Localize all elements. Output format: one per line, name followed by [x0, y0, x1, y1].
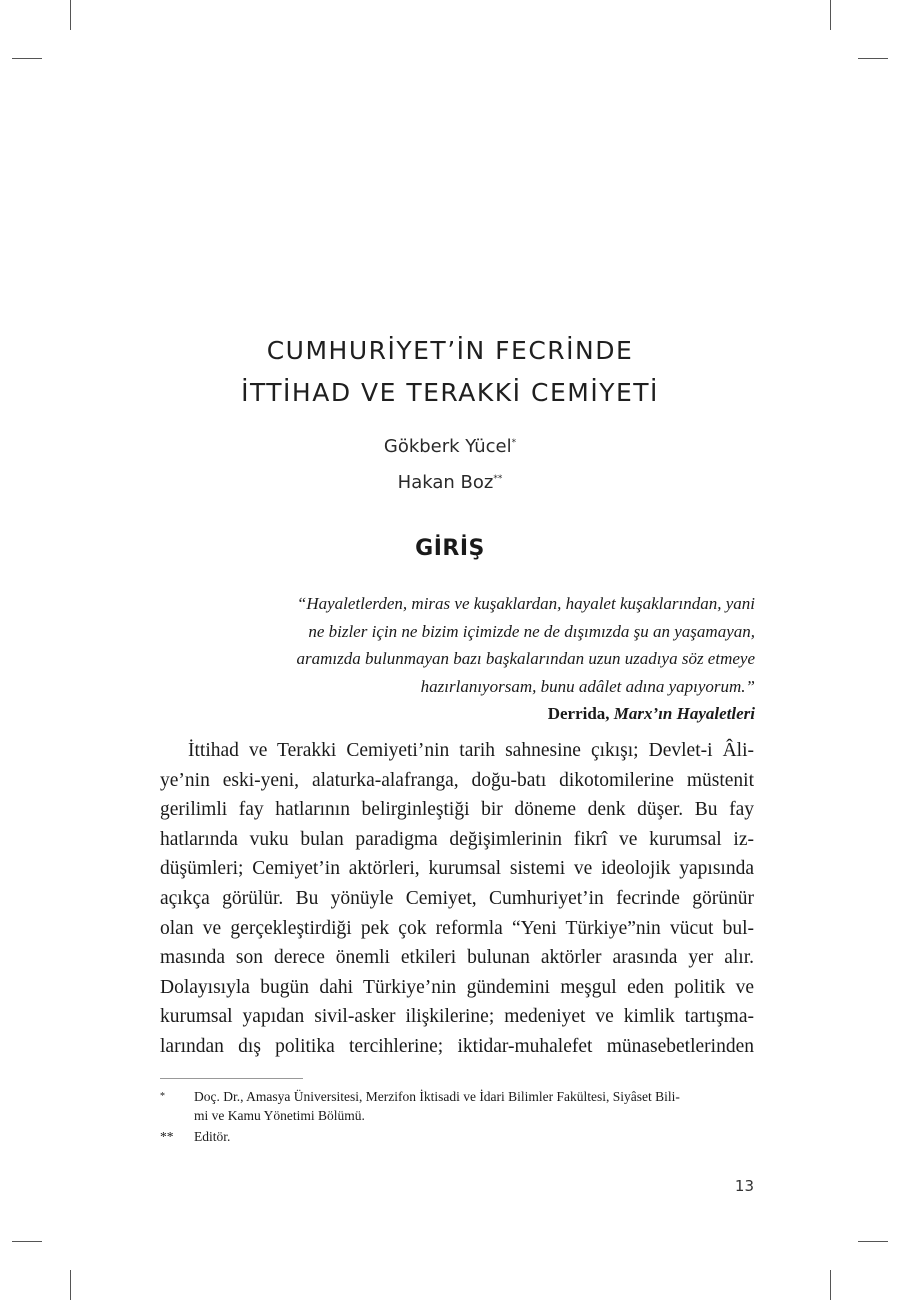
crop-mark-bottom-left [70, 1270, 71, 1300]
footnote-1-mark: * [160, 1091, 165, 1102]
footnote-2-line: Editör. [194, 1129, 231, 1144]
author-1-footnote-mark: * [511, 438, 517, 448]
body-line: İttihad ve Terakki Cemiyeti’nin tarih sahnesine çıkışı; Devlet-i Âli- [188, 740, 754, 761]
chapter-title [0, 330, 900, 414]
section-heading: GİRİŞ [415, 536, 485, 561]
crop-mark-top-left-h [12, 58, 42, 59]
author-2 [0, 472, 900, 493]
chapter-title-line-2: İTTİHAD VE TERAKKİ CEMİYETİ [241, 378, 659, 407]
body-line: masında son derece önemli etkileri bulunan aktörler arasında yer alır. [160, 947, 754, 969]
epigraph-line: hazırlanıyorsam, bunu adâlet adına yapıyorum.” [420, 676, 755, 696]
body-line: hatlarında vuku bulan paradigma değişimlerinin fikrî ve kurumsal iz- [160, 828, 754, 850]
page-number: 13 [734, 1177, 754, 1195]
footnote-2-mark: ** [160, 1129, 174, 1144]
chapter-title-line-1: CUMHURİYET’İN FECRİNDE [266, 336, 634, 365]
author-1-name: Gökberk Yücel [383, 436, 512, 457]
body-line: Dolayısıyla bugün dahi Türkiye’nin gündemini meşgul eden politik ve [160, 976, 754, 998]
author-1 [0, 436, 900, 457]
body-line: larından dış politika tercihlerine; iktidar-muhalefet münasebetlerinden [160, 1035, 754, 1057]
epigraph [220, 590, 755, 700]
body-line: açıkça görülür. Bu yönüyle Cemiyet, Cumhuriyet’in fecrinde görünür [160, 887, 754, 909]
body-line: ye’nin eski-yeni, alaturka-alafranga, doğu-batı dikotomilerine müstenit [160, 769, 754, 791]
footnote-separator [160, 1078, 303, 1079]
body-line: düşümleri; Cemiyet’in aktörleri, kurumsal sistemi ve ideolojik yapısında [160, 858, 754, 880]
crop-mark-top-right-h [858, 58, 888, 59]
body-paragraph [160, 736, 754, 1062]
footnote-2-text [194, 1127, 754, 1146]
footnote-2 [160, 1127, 754, 1146]
epigraph-attribution [400, 704, 755, 724]
footnote-1-text [194, 1087, 754, 1125]
epigraph-work: Marx’ın Hayaletleri [613, 704, 755, 723]
footnote-1-line: Doç. Dr., Amasya Üniversitesi, Merzifon İktisadi ve İdari Bilimler Fakültesi, Siyâset Bili- [194, 1089, 680, 1104]
author-2-footnote-mark: ** [493, 474, 503, 484]
crop-mark-top-left [70, 0, 71, 30]
crop-mark-bottom-left-h [12, 1241, 42, 1242]
body-line: gerilimli fay hatlarının belirginleştiği bir döneme denk düşer. Bu fay [160, 799, 754, 821]
epigraph-line: “Hayaletlerden, miras ve kuşaklardan, hayalet kuşaklarından, yani [296, 594, 755, 613]
epigraph-line: ne bizler için ne bizim içimizde ne de dışımızda şu an yaşamayan, [308, 621, 755, 641]
body-line: kurumsal yapıdan sivil-asker ilişkilerine; medeniyet ve kimlik tartışma- [160, 1006, 754, 1028]
footnote-1-line: mi ve Kamu Yönetimi Bölümü. [194, 1108, 365, 1123]
footnote-1 [160, 1087, 754, 1125]
body-line: olan ve gerçekleştirdiği pek çok reformla “Yeni Türkiye”nin vücut bul- [160, 917, 754, 939]
author-2-name: Hakan Boz [397, 472, 494, 493]
epigraph-line: aramızda bulunmayan bazı başkalarından uzun uzadıya söz etmeye [296, 649, 755, 668]
crop-mark-bottom-right [830, 1270, 831, 1300]
crop-mark-top-right [830, 0, 831, 30]
crop-mark-bottom-right-h [858, 1241, 888, 1242]
epigraph-author: Derrida, [547, 704, 610, 723]
